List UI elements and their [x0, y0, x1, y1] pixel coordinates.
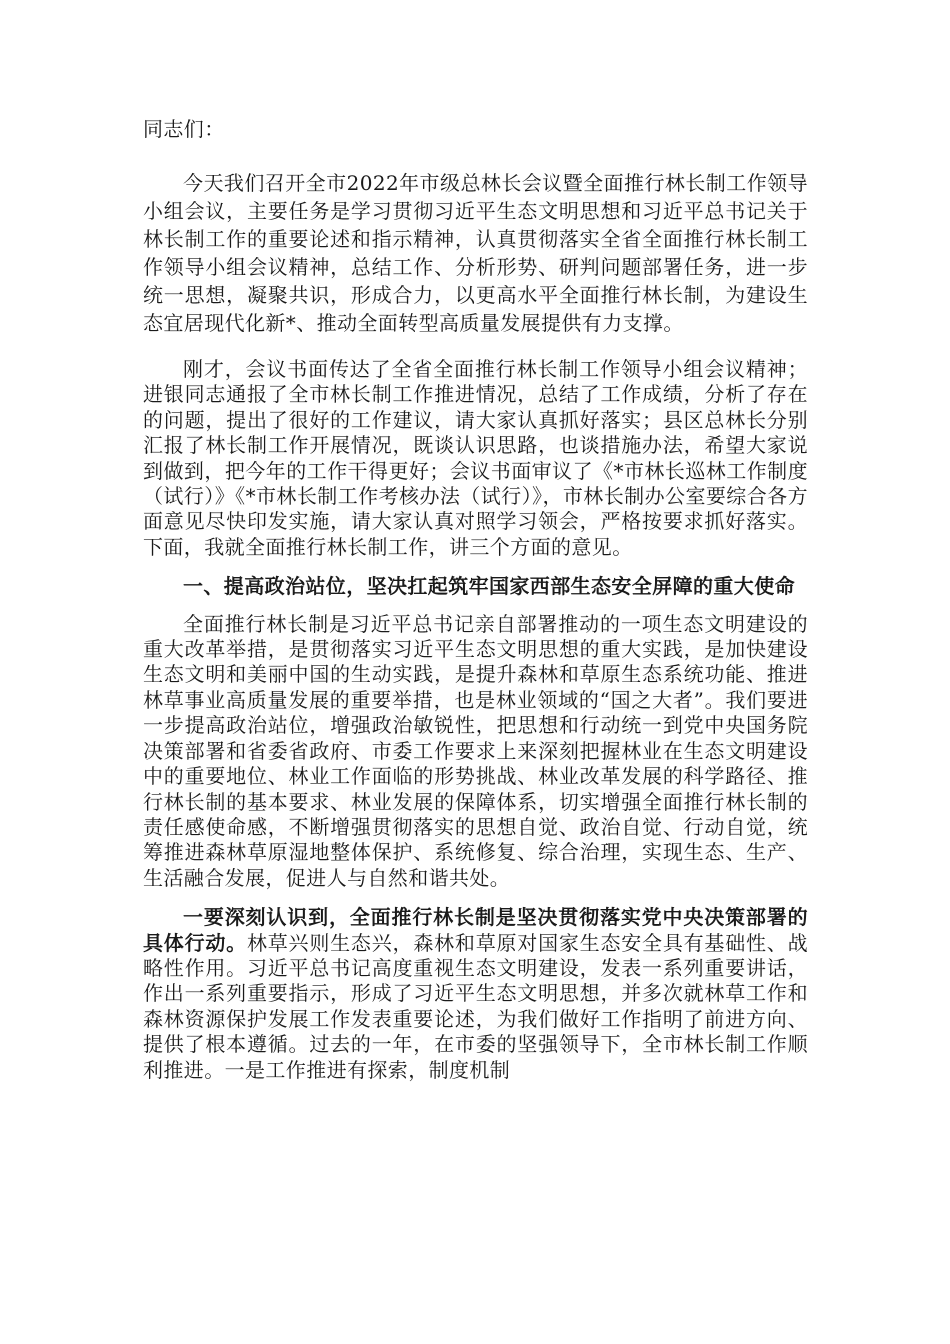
paragraph-section-1-intro: 全面推行林长制是习近平总书记亲自部署推动的一项生态文明建设的重大改革举措，是贯彻落实习近平生态文明思想的重大实践，是加快建设生态文明和美丽中国的生动实践，是提升森林和草原生态系统功能、推进林草事业高质量发展的重要举措，也是林业领域的“国之大者”。我们要进一步提高政治站位，增强政治敏锐性，把思想和行动统一到党中央国务院决策部署和省委省政府、市委工作要求上来深刻把握林业在生态文明建设中的重要地位、林业工作面临的形势挑战、林业改革发展的科学路径、推行林长制的基本要求、林业发展的保障体系，切实增强全面推行林长制的责任感使命感，不断增强贯彻落实的思想自觉、政治自觉、行动自觉，统筹推进森林草原湿地整体保护、系统修复、综合治理，实现生态、生产、生活融合发展，促进人与自然和谐共处。: [143, 611, 808, 890]
point-1-lead: 一要深刻认识到，全面推行林长制是坚决贯彻落实党中央决策部署的具体行动。: [143, 905, 808, 955]
paragraph-opening: 今天我们召开全市2022年市级总林长会议暨全面推行林长制工作领导小组会议，主要任务是学习贯彻习近平生态文明思想和习近平总书记关于林长制工作的重要论述和指示精神，认真贯彻落实全省全面推行林长制工作领导小组会议精神，总结工作、分析形势、研判问题部署任务，进一步统一思想，凝聚共识，形成合力，以更高水平全面推行林长制，为建设生态宜居现代化新*、推动全面转型高质量发展提供有力支撑。: [143, 171, 808, 335]
point-1-body: 林草兴则生态兴，森林和草原对国家生态安全具有基础性、战略性作用。习近平总书记高度重视生态文明建设，发表一系列重要讲话，作出一系列重要指示，形成了习近平生态文明思想，并多次就林草工作和森林资源保护发展工作发表重要论述，为我们做好工作指明了前进方向、提供了根本遵循。过去的一年，在市委的坚强领导下，全市林长制工作顺利推进。一是工作推进有探索，制度机制: [143, 930, 808, 1082]
document-body: [143, 111, 808, 1083]
section-heading-1: 一、提高政治站位，坚决扛起筑牢国家西部生态安全屏障的重大使命: [183, 574, 795, 599]
paragraph-review: 刚才，会议书面传达了全省全面推行林长制工作领导小组会议精神；进银同志通报了全市林长制工作推进情况，总结了工作成绩，分析了存在的问题，提出了很好的工作建议，请大家认真抓好落实；县区总林长分别汇报了林长制工作开展情况，既谈认识思路，也谈措施办法，希望大家说到做到，把今年的工作干得更好；会议书面审议了《*市林长巡林工作制度（试行）》《*市林长制工作考核办法（试行）》，市林长制办公室要综合各方面意见尽快印发实施，请大家认真对照学习领会，严格按要求抓好落实。下面，我就全面推行林长制工作，讲三个方面的意见。: [143, 357, 808, 559]
paragraph-point-1: [143, 905, 808, 1083]
salutation: 同志们：: [143, 117, 225, 141]
